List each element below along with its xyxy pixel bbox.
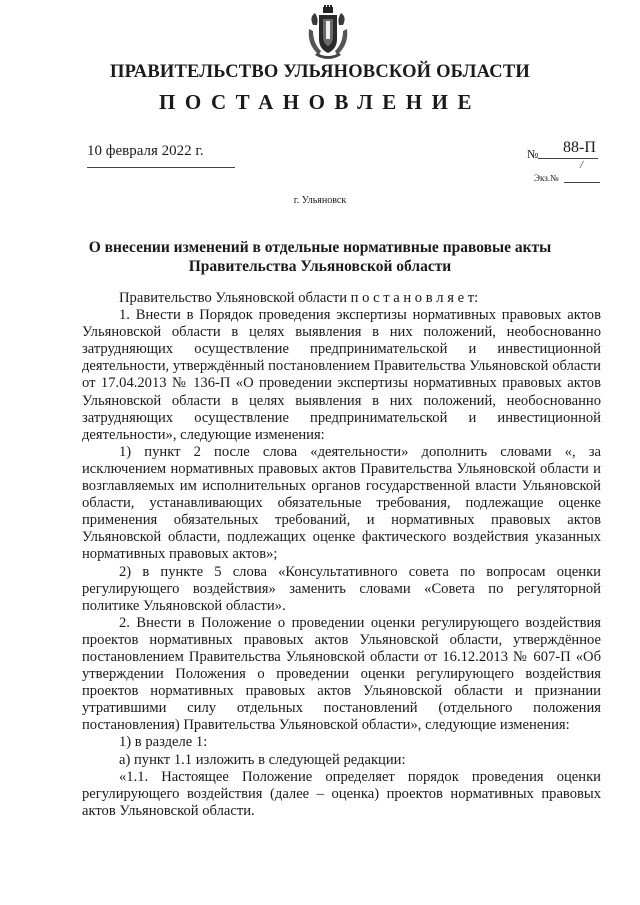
number-underline — [538, 158, 598, 159]
document-type-heading: ПОСТАНОВЛЕНИЕ — [159, 90, 481, 114]
copy-number-label: Экз.№ — [534, 173, 559, 183]
date-underline — [87, 167, 235, 168]
body-paragraph: 2. Внести в Положение о проведении оценки регулирующего воздействия проектов нормативных правовых актов Ульяновской области, утверждённое постановлением Правительства Ульяновской области от 16.12.2013 № 607-П «Об утверждении Положения о проведении оценки регулирующего воздействия проектов нормативных правовых актов Ульяновской области и признании утратившими силу отдельных постановлений (отдельного положения постановления) Правительства Ульяновской области», следующие изменения: — [82, 614, 601, 734]
body-paragraph: «1.1. Настоящее Положение определяет порядок проведения оценки регулирующего воздействия (далее – оценка) проектов нормативных правовых актов Ульяновской области. — [82, 768, 601, 819]
document-title — [80, 238, 560, 276]
government-heading: ПРАВИТЕЛЬСТВО УЛЬЯНОВСКОЙ ОБЛАСТИ — [110, 62, 530, 82]
handwritten-mark: / — [580, 159, 584, 171]
title-line-1: О внесении изменений в отдельные нормативные правовые акты — [88, 239, 552, 256]
body-paragraph: 1. Внести в Порядок проведения экспертизы нормативных правовых актов Ульяновской области в целях выявления в них положений, необоснованно затрудняющих осуществление предпринимательской и инвестиционной деятельности, утверждённый постановлением Правительства Ульяновской области от 17.04.2013 № 136-П «О проведении экспертизы нормативных правовых актов Ульяновской области в целях выявления в них положений, необоснованно затрудняющих осуществление предпринимательской и инвестиционной деятельности», следующие изменения: — [82, 307, 601, 443]
body-paragraph: Правительство Ульяновской области п о с т а н о в л я е т: — [119, 290, 479, 306]
copy-number-underline — [564, 182, 600, 183]
document-number: 88-П — [563, 139, 596, 156]
document-date: 10 февраля 2022 г. — [87, 143, 204, 159]
title-line-2: Правительства Ульяновской области — [188, 258, 452, 275]
city-label: г. Ульяновск — [293, 195, 347, 206]
document-body — [82, 290, 601, 820]
body-paragraph: 1) в разделе 1: — [119, 734, 208, 751]
body-paragraph: 1) пункт 2 после слова «деятельности» дополнить словами «, за исключением нормативных правовых актов Правительства Ульяновской области и возглавляемых им исполнительных органов государственной власти Ульяновской области, устанавливающих обязательные требования, подлежащие оценке применения обязательных требований, и нормативных правовых актов Ульяновской области, подлежащих оценке фактического воздействия указанных нормативных правовых актов»; — [82, 443, 601, 563]
number-sign: № — [527, 147, 539, 161]
body-paragraph: 2) в пункте 5 слова «Консультативного совета по вопросам оценки регулирующего воздействия» заменить словами «Совета по регуляторной политике Ульяновской области». — [82, 563, 601, 614]
body-paragraph: а) пункт 1.1 изложить в следующей редакции: — [119, 751, 406, 768]
coat-of-arms-emblem — [303, 5, 353, 63]
